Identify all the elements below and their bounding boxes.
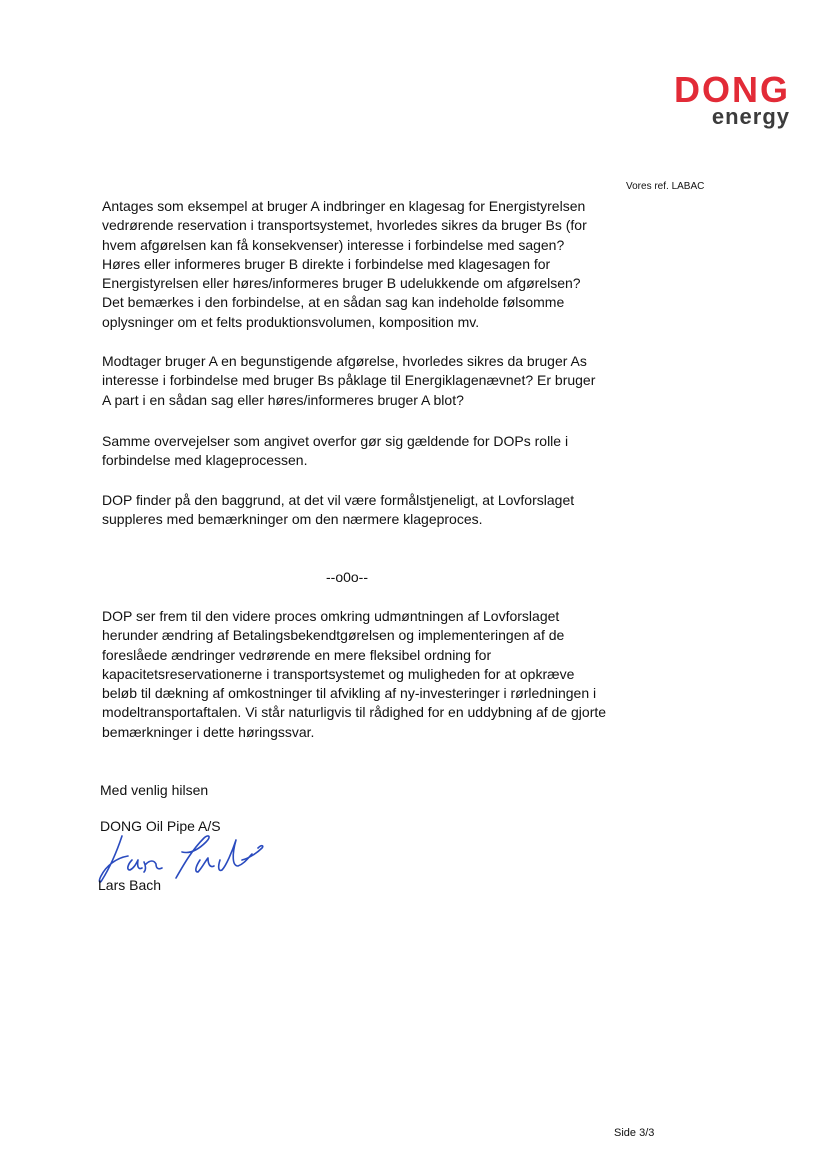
paragraph-dop-role: Samme overvejelser som angivet overfor gør sig gældende for DOPs rolle i forbindelse med klageprocessen.: [102, 433, 569, 469]
signer-name: Lars Bach: [98, 877, 162, 893]
company-name: DONG Oil Pipe A/S: [100, 818, 221, 834]
paragraph-dop-conclusion: DOP finder på den baggrund, at det vil være formålstjeneligt, at Lovforslaget suppleres med bemærkninger om den nærmere klageproces.: [102, 492, 575, 528]
section-separator: --o0o--: [326, 569, 369, 585]
logo-energy-text: energy: [711, 104, 790, 129]
closing-greeting: Med venlig hilsen: [100, 782, 209, 798]
page-number: Side 3/3: [614, 1127, 655, 1139]
reference-line: Vores ref. LABAC: [626, 181, 705, 192]
paragraph-complaint-example: Antages som eksempel at bruger A indbringer en klagesag for Energistyrelsen vedrørende reservation i transportsystemet, hvorledes sikres da bruger Bs (for hvem afgørelsen kan få konsekvenser) interesse i forbindelse med sagen? Høres eller informeres bruger B direkte i forbindelse med klagesagen for Energistyrelsen eller høres/informeres bruger B udelukkende om afgørelsen? Det bemærkes i den forbindelse, at en sådan sag kan indeholde følsomme oplysninger om et felts produktionsvolumen, komposition mv.: [102, 198, 587, 330]
logo-dong-text: DONG: [674, 69, 790, 110]
dong-energy-logo: [620, 69, 790, 129]
paragraph-final-remarks: DOP ser frem til den videre proces omkring udmøntningen af Lovforslaget herunder ændring af Betalingsbekendtgørelsen og implementeringen af de foreslåede ændringer vedrørende en mere fleksibel ordning for kapacitetsreservationerne i transportsystemet og muligheden for at opkræve beløb til dækning af omkostninger til afvikling af ny-investeringer i rørledningen i modeltransportaftalen. Vi står naturligvis til rådighed for en uddybning af de gjorte bemærkninger i dette høringssvar.: [102, 608, 607, 740]
paragraph-favourable-decision: Modtager bruger A en begunstigende afgørelse, hvorledes sikres da bruger As interesse i forbindelse med bruger Bs påklage til Energiklagenævnet? Er bruger A part i en sådan sag eller høres/informeres bruger A blot?: [102, 353, 596, 408]
